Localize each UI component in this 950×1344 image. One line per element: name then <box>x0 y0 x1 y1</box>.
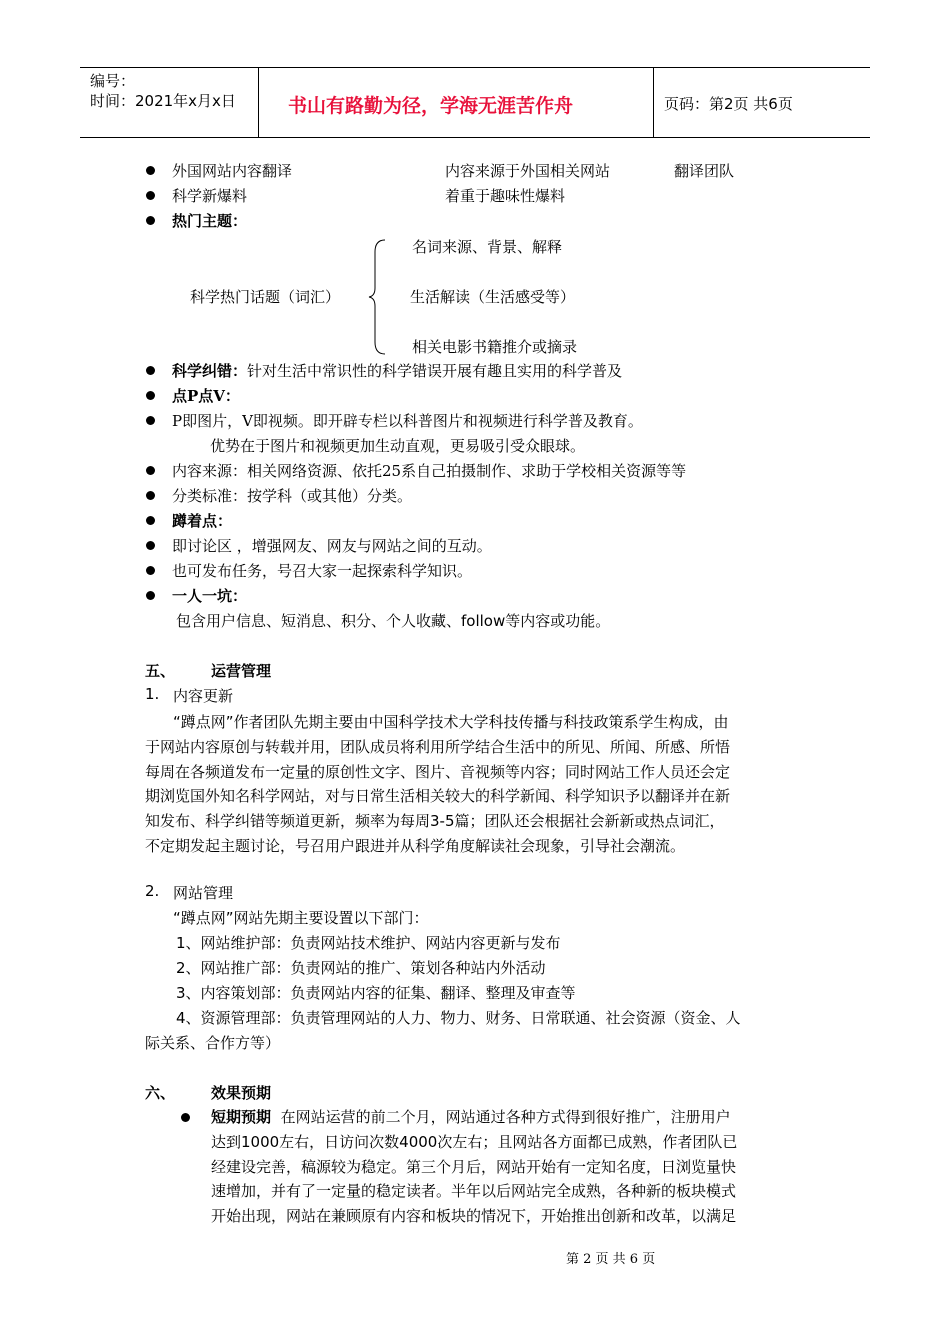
subsection-title: 网站管理 <box>173 884 234 902</box>
section-title: 效果预期 <box>211 1084 272 1102</box>
bullet <box>146 541 155 550</box>
list-item-col2: 内容来源于外国相关网站 <box>445 162 611 180</box>
short-term-paragraph <box>211 1105 811 1229</box>
bullet <box>146 191 155 200</box>
section-title: 运营管理 <box>211 662 272 680</box>
bullet <box>146 416 155 425</box>
bullet <box>146 566 155 575</box>
paragraph-line: “蹲点网”作者团队先期主要由中国科学技术大学科技传播与科技政策系学生构成，由 <box>173 713 729 731</box>
site-management-intro: “蹲点网”网站先期主要设置以下部门： <box>173 909 429 927</box>
bullet <box>146 216 155 225</box>
brace-icon <box>367 238 391 356</box>
hot-topics-title: 热门主题： <box>172 212 248 230</box>
list-item-col2: 着重于趣味性爆料 <box>445 187 566 205</box>
header-divider <box>258 68 259 137</box>
science-fix-text: 针对生活中常识性的科学错误开展有趣且实用的科学普及 <box>247 362 623 380</box>
motto: 书山有路勤为径，学海无涯苦作舟 <box>288 95 574 117</box>
department-item: 4、资源管理部：负责管理网站的人力、物力、财务、日常联通、社会资源（资金、人 <box>176 1009 741 1027</box>
squat-title: 蹲着点： <box>172 512 233 530</box>
science-fix-label: 科学纠错： <box>172 362 248 380</box>
pv-text: 优势在于图片和视频更加生动直观，更易吸引受众眼球。 <box>210 437 586 455</box>
bullet <box>146 466 155 475</box>
bullet <box>146 166 155 175</box>
section-number: 六、 <box>145 1084 176 1102</box>
paragraph-line: 期浏览国外知名科学网站，对与日常生活相关较大的科学新闻、科学知识予以翻译并在新 <box>145 787 731 806</box>
department-item: 3、内容策划部：负责网站内容的征集、翻译、整理及审查等 <box>176 984 576 1002</box>
bullet <box>181 1113 190 1122</box>
subsection-number: 2. <box>145 882 160 900</box>
header-divider <box>653 68 654 137</box>
page-footer: 第 2 页 共 6 页 <box>566 1252 656 1267</box>
subsection-number: 1. <box>145 685 160 703</box>
hot-topic-item: 生活解读（生活感受等） <box>410 288 576 306</box>
bullet <box>146 491 155 500</box>
section-number: 五、 <box>145 662 176 680</box>
classify-standard: 分类标准：按学科（或其他）分类。 <box>172 487 413 505</box>
paragraph-line: 不定期发起主题讨论，号召用户跟进并从科学角度解读社会现象，引导社会潮流。 <box>145 836 686 855</box>
squat-text: 即讨论区 ，增强网友、网友与网站之间的互动。 <box>172 537 492 555</box>
paragraph-line: 达到1000左右，日访问次数4000次左右；且网站各方面都已成熟，作者团队已 <box>211 1132 738 1151</box>
bullet <box>146 516 155 525</box>
paragraph-line: 在网站运营的前二个月，网站通过各种方式得到很好推广，注册用户 <box>280 1108 731 1126</box>
pv-text: P即图片，V即视频。即开辟专栏以科普图片和视频进行科学普及教育。 <box>172 412 643 430</box>
paragraph-line: 每周在各频道发布一定量的原创性文字、图片、音视频等内容；同时网站工作人员还会定 <box>145 762 731 781</box>
page-label: 页码：第2页 共6页 <box>664 95 793 113</box>
hot-topic-item: 名词来源、背景、解释 <box>412 238 563 256</box>
squat-text: 也可发布任务，号召大家一起探索科学知识。 <box>172 562 473 580</box>
department-item: 1、网站维护部：负责网站技术维护、网站内容更新与发布 <box>176 934 561 952</box>
pit-text: 包含用户信息、短消息、积分、个人收藏、follow等内容或功能。 <box>176 612 611 630</box>
doc-number-label: 编号： <box>90 72 136 90</box>
paragraph-line: 经建设完善，稿源较为稳定。第三个月后，网站开始有一定知名度，日浏览量快 <box>211 1157 737 1176</box>
short-term-label: 短期预期 <box>211 1108 272 1126</box>
paragraph-line: 速增加，并有了一定量的稳定读者。半年以后网站完全成熟，各种新的板块模式 <box>211 1182 737 1201</box>
bullet <box>146 366 155 375</box>
hot-topics-center: 科学热门话题（词汇） <box>190 288 341 306</box>
paragraph-line: 开始出现，网站在兼顾原有内容和板块的情况下，开始推出创新和改革，以满足 <box>211 1207 737 1226</box>
paragraph-line: 于网站内容原创与转载并用，团队成员将利用所学结合生活中的所见、所闻、所感、所悟 <box>145 737 731 756</box>
hot-topic-item: 相关电影书籍推介或摘录 <box>412 338 578 356</box>
subsection-title: 内容更新 <box>173 687 234 705</box>
bullet <box>146 391 155 400</box>
list-item-col1: 外国网站内容翻译 <box>172 162 293 180</box>
content-update-paragraph <box>145 710 805 859</box>
pv-title: 点P点V： <box>172 387 240 405</box>
doc-time-label: 时间：2021年x月x日 <box>90 92 236 110</box>
department-item: 2、网站推广部：负责网站的推广、策划各种站内外活动 <box>176 959 546 977</box>
department-item-tail: 际关系、合作方等） <box>145 1034 281 1052</box>
paragraph-line: 知发布、科学纠错等频道更新，频率为每周3-5篇；团队还会根据社会新新或热点词汇， <box>145 812 725 831</box>
list-item-col1: 科学新爆料 <box>172 187 248 205</box>
bullet <box>146 591 155 600</box>
pit-title: 一人一坑： <box>172 587 248 605</box>
content-source: 内容来源：相关网络资源、依托25系自己拍摄制作、求助于学校相关资源等等 <box>172 462 687 480</box>
list-item-col3: 翻译团队 <box>674 162 735 180</box>
